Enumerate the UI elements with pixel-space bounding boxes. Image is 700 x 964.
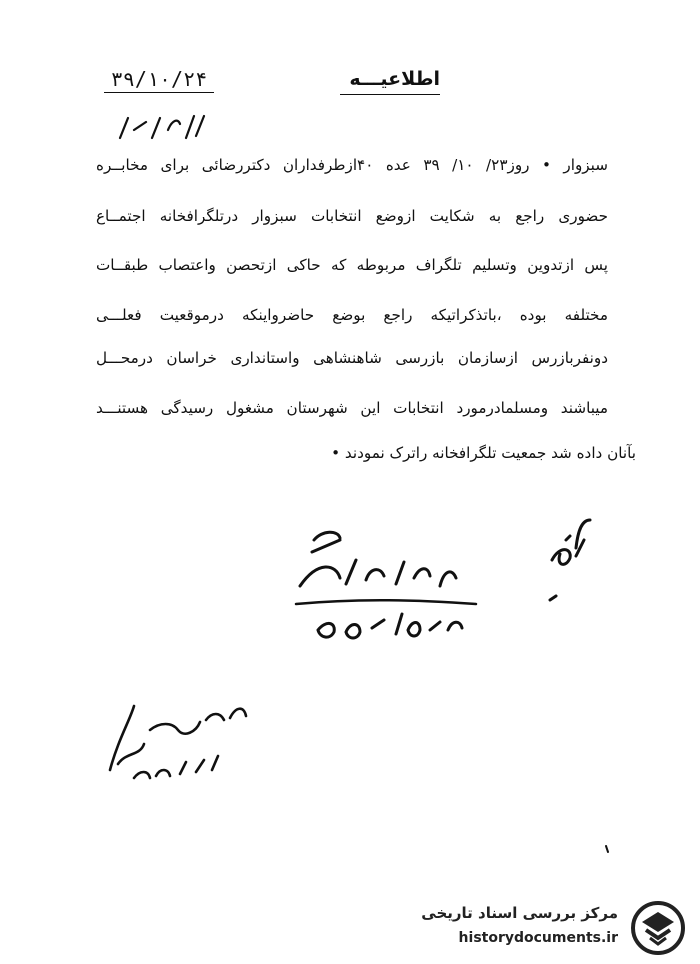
header-date: ۳۹/۱۰/۲۴ bbox=[104, 66, 214, 93]
body-line-7: بآنان داده شد جمعیت تلگرافخانه راترک نمودند • bbox=[331, 444, 636, 462]
handwritten-reference-number bbox=[296, 532, 476, 638]
body-line-4: مختلفه بوده ،باتذکراتیکه راجع بوضع حاضرواینکه درموقعیت فعلـــی bbox=[96, 306, 608, 324]
handwritten-signature-lower bbox=[110, 706, 246, 778]
handwritten-register-mark bbox=[120, 116, 204, 138]
body-line-6: میباشند ومسلمادرمورد انتخابات این شهرستان مشغول رسیدگی هستنـــد bbox=[96, 399, 608, 417]
ink-dot bbox=[606, 846, 608, 852]
signature-initials bbox=[550, 520, 590, 600]
archive-url[interactable]: historydocuments.ir bbox=[458, 930, 618, 946]
archive-logo-icon bbox=[628, 900, 688, 956]
archive-footer bbox=[400, 896, 696, 960]
body-line-3: پس ازتدوین وتسلیم تلگراف مربوطه که حاکی ازتحصن واعتصاب طبقــات bbox=[96, 256, 608, 274]
body-line-1: سبزوار • روز۲۳/ ۱۰/ ۳۹ عده ۴۰ازطرفداران دکتررضائی برای مخابــره bbox=[96, 156, 608, 174]
body-line-2: حضوری راجع به شکایت ازوضع انتخابات سبزوار درتلگرافخانه اجتمــاع bbox=[96, 207, 608, 225]
document-title: اطلاعیـــه bbox=[340, 64, 440, 95]
body-line-5: دونفربازرس ازسازمان بازرسی شاهنشاهی واستانداری خراسان درمحـــل bbox=[96, 349, 608, 367]
archive-name: مرکز بررسی اسناد تاریخی bbox=[421, 904, 618, 922]
